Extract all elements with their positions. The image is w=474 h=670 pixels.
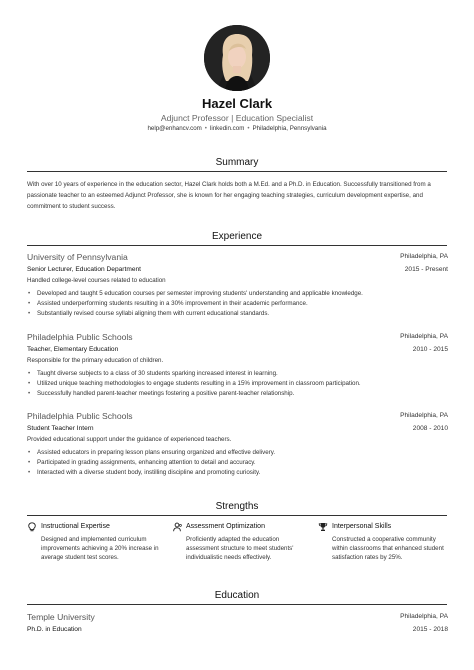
job-dates: 2008 - 2010 bbox=[412, 425, 448, 432]
job-location: Philadelphia, PA bbox=[400, 333, 448, 340]
job-description: Handled college-level courses related to education bbox=[27, 277, 166, 284]
avatar bbox=[204, 25, 270, 91]
education-degree: Ph.D. in Education bbox=[27, 626, 82, 633]
education-dates: 2015 - 2018 bbox=[412, 626, 448, 633]
strength-item bbox=[318, 522, 453, 562]
summary-text: With over 10 years of experience in the education sector, Hazel Clark holds both a M.Ed. and a Ph.D. in Education. Successfully transitioned from a passionate teacher to an esteemed Adjunct Professor, she is known for her engaging teaching strategies, curriculum development expertise, and commitment to student success. bbox=[27, 181, 431, 210]
job-company: University of Pennsylvania bbox=[27, 252, 128, 262]
strength-description: Designed and implemented curriculum improvements achieving a 20% increase in average student test scores. bbox=[41, 536, 159, 561]
job-bullet: • Participated in grading assignments, enhancing attention to detail and accuracy. bbox=[27, 458, 448, 468]
job-bullet: • Substantially revised course syllabi aligning them with current educational standards. bbox=[27, 309, 448, 319]
job-bullet: • Taught diverse subjects to a class of 30 students sparking increased interest in learning. bbox=[27, 369, 448, 379]
job-description: Responsible for the primary education of children. bbox=[27, 357, 164, 364]
job-bullet: • Assisted educators in preparing lesson plans ensuring organized and effective delivery. bbox=[27, 448, 448, 458]
strength-title: Interpersonal Skills bbox=[332, 523, 392, 530]
contact-line bbox=[0, 125, 474, 132]
job-dates: 2015 - Present bbox=[404, 266, 448, 273]
education-heading: Education bbox=[214, 590, 260, 601]
trophy-icon bbox=[318, 522, 328, 532]
job-role: Senior Lecturer, Education Department bbox=[27, 266, 141, 273]
strength-title: Instructional Expertise bbox=[41, 523, 110, 530]
strengths-heading: Strengths bbox=[215, 501, 259, 512]
summary-heading: Summary bbox=[215, 157, 259, 168]
experience-entry bbox=[27, 332, 448, 399]
education-entry bbox=[27, 612, 448, 636]
strength-description: Constructed a cooperative community within classrooms that enhanced student satisfaction rates by 25%. bbox=[332, 536, 444, 561]
candidate-headline: Adjunct Professor | Education Specialist bbox=[160, 113, 314, 123]
education-divider bbox=[27, 604, 447, 605]
job-bullets bbox=[27, 289, 448, 319]
strength-item bbox=[172, 522, 307, 562]
lightbulb-icon bbox=[27, 522, 37, 532]
contact-email[interactable]: help@enhancv.com bbox=[147, 125, 202, 132]
experience-entry bbox=[27, 411, 448, 478]
strengths-divider bbox=[27, 515, 447, 516]
experience-divider bbox=[27, 245, 447, 246]
job-location: Philadelphia, PA bbox=[400, 253, 448, 260]
job-bullet: • Assisted underperforming students resulting in a 30% improvement in their academic performance. bbox=[27, 299, 448, 309]
strength-title: Assessment Optimization bbox=[186, 523, 265, 530]
job-bullet: • Interacted with a diverse student body, instilling discipline and promoting curiosity. bbox=[27, 468, 448, 478]
contact-separator: • bbox=[204, 125, 207, 132]
contact-separator: • bbox=[247, 125, 250, 132]
experience-heading: Experience bbox=[211, 231, 263, 242]
strength-item bbox=[27, 522, 162, 562]
experience-entry bbox=[27, 252, 448, 319]
job-bullets bbox=[27, 369, 448, 399]
job-bullet: • Successfully handled parent-teacher meetings fostering a positive parent-teacher relationship. bbox=[27, 389, 448, 399]
job-role: Student Teacher Intern bbox=[27, 425, 94, 432]
job-role: Teacher, Elementary Education bbox=[27, 346, 119, 353]
contact-location: Philadelphia, Pennsylvania bbox=[252, 125, 327, 132]
candidate-name: Hazel Clark bbox=[201, 96, 273, 111]
job-bullet: • Utilized unique teaching methodologies to engage students resulting in a 15% improvement in classroom participation. bbox=[27, 379, 448, 389]
summary-divider bbox=[27, 171, 447, 172]
strength-description: Proficiently adapted the education assessment structure to meet students' individualistic needs effectively. bbox=[186, 536, 294, 561]
user-group-icon bbox=[172, 522, 182, 532]
education-location: Philadelphia, PA bbox=[400, 613, 448, 620]
job-description: Provided educational support under the guidance of experienced teachers. bbox=[27, 436, 232, 443]
contact-linkedin[interactable]: linkedin.com bbox=[209, 125, 245, 132]
job-company: Philadelphia Public Schools bbox=[27, 411, 133, 421]
education-school: Temple University bbox=[27, 612, 95, 622]
job-bullets bbox=[27, 448, 448, 478]
job-bullet: • Developed and taught 5 education courses per semester improving students' understanding and applicable knowledge. bbox=[27, 289, 448, 299]
job-location: Philadelphia, PA bbox=[400, 412, 448, 419]
job-dates: 2010 - 2015 bbox=[412, 346, 448, 353]
job-company: Philadelphia Public Schools bbox=[27, 332, 133, 342]
